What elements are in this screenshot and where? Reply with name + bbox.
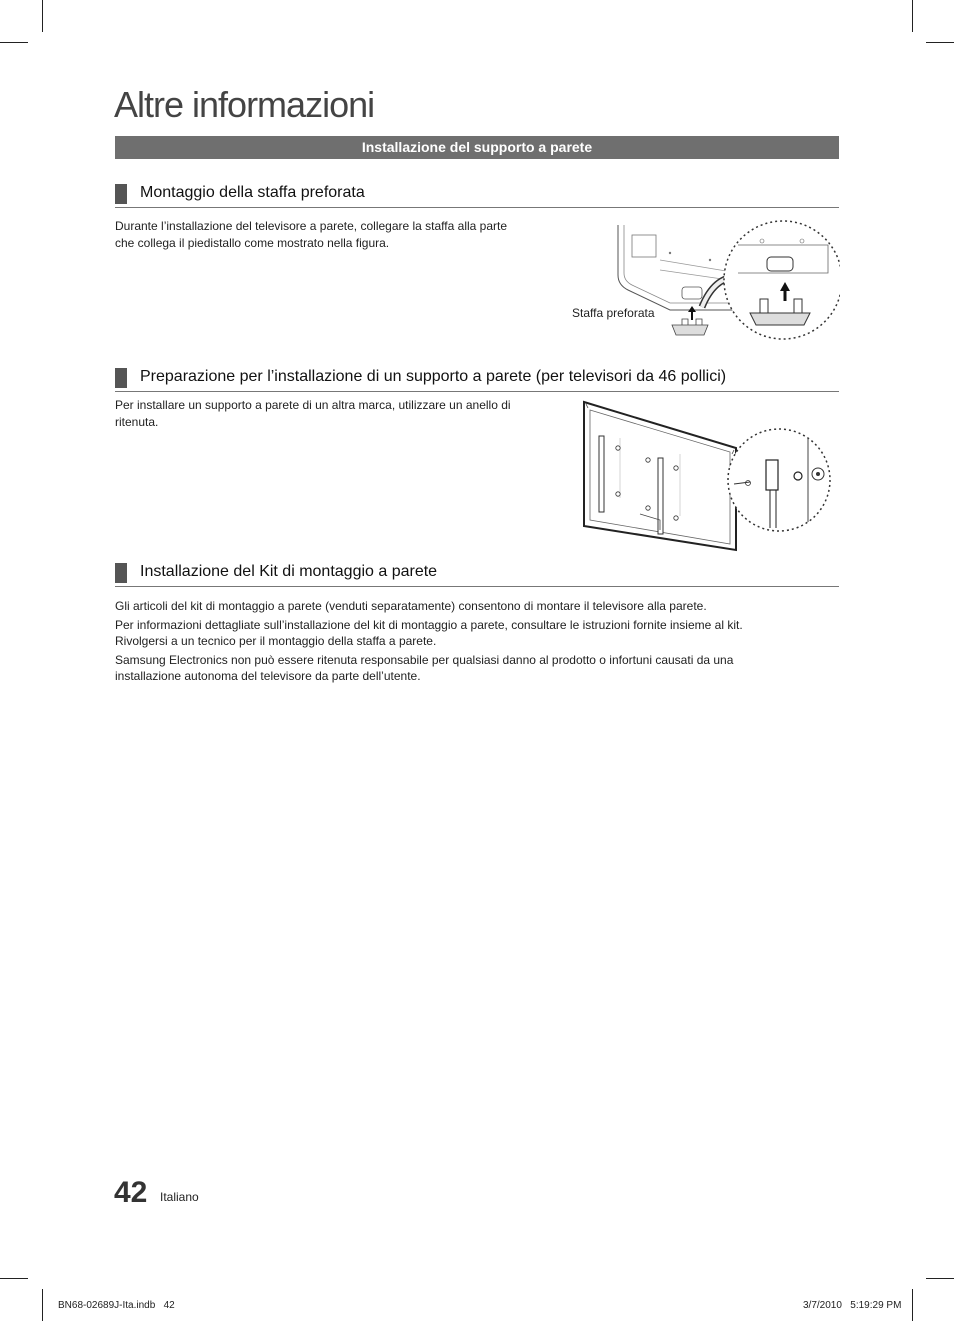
crop-mark — [0, 1278, 28, 1279]
footer-date: 3/7/2010 5:19:29 PM — [803, 1300, 902, 1311]
crop-mark — [926, 1278, 954, 1279]
retaining-ring-illustration — [580, 398, 840, 556]
crop-mark — [926, 42, 954, 43]
section-heading — [115, 367, 839, 392]
text-line: Gli articoli del kit di montaggio a parete (venduti separatamente) consentono di montare il televisore alla parete. — [115, 599, 707, 613]
crop-mark — [912, 1289, 913, 1321]
text-line: Per installare un supporto a parete di un altra marca, utilizzare un anello di — [115, 398, 511, 412]
crop-mark — [912, 0, 913, 32]
page-title: Altre informazioni — [114, 84, 375, 125]
section-heading — [115, 562, 839, 587]
heading-bar — [115, 184, 127, 204]
text-line: ritenuta. — [115, 414, 159, 429]
page-language: Italiano — [160, 1190, 199, 1204]
text-line: installazione autonoma del televisore da parte dell’utente. — [115, 669, 421, 683]
crop-mark — [42, 1289, 43, 1321]
heading-bar — [115, 563, 127, 583]
section-banner: Installazione del supporto a parete — [115, 136, 839, 159]
figure-label: Staffa preforata — [572, 306, 655, 320]
heading-text: Preparazione per l’installazione di un supporto a parete (per televisori da 46 pollici) — [140, 368, 727, 385]
text-line: Samsung Electronics non può essere ritenuta responsabile per qualsiasi danno al prodotto o infortuni causati da una — [115, 652, 734, 667]
crop-mark — [0, 42, 28, 43]
text-line: Rivolgersi a un tecnico per il montaggio della staffa a parete. — [115, 634, 437, 648]
text-line: Durante l’installazione del televisore a parete, collegare la staffa alla parte — [115, 219, 508, 233]
heading-text: Installazione del Kit di montaggio a parete — [140, 563, 438, 580]
text-line: Per informazioni dettagliate sull’installazione del kit di montaggio a parete, consultare le istruzioni fornite insieme al kit. — [115, 617, 743, 632]
text-line: che collega il piedistallo come mostrato nella figura. — [115, 235, 390, 250]
crop-mark — [42, 0, 43, 32]
bracket-illustration — [610, 215, 840, 345]
body-text — [115, 218, 507, 251]
section-heading — [115, 183, 839, 208]
body-text — [115, 397, 511, 430]
heading-text: Montaggio della staffa preforata — [140, 184, 365, 201]
heading-bar — [115, 368, 127, 388]
body-text — [115, 598, 839, 685]
page-number: 42 — [114, 1176, 148, 1209]
footer-file: BN68-02689J-Ita.indb 42 — [58, 1300, 175, 1311]
